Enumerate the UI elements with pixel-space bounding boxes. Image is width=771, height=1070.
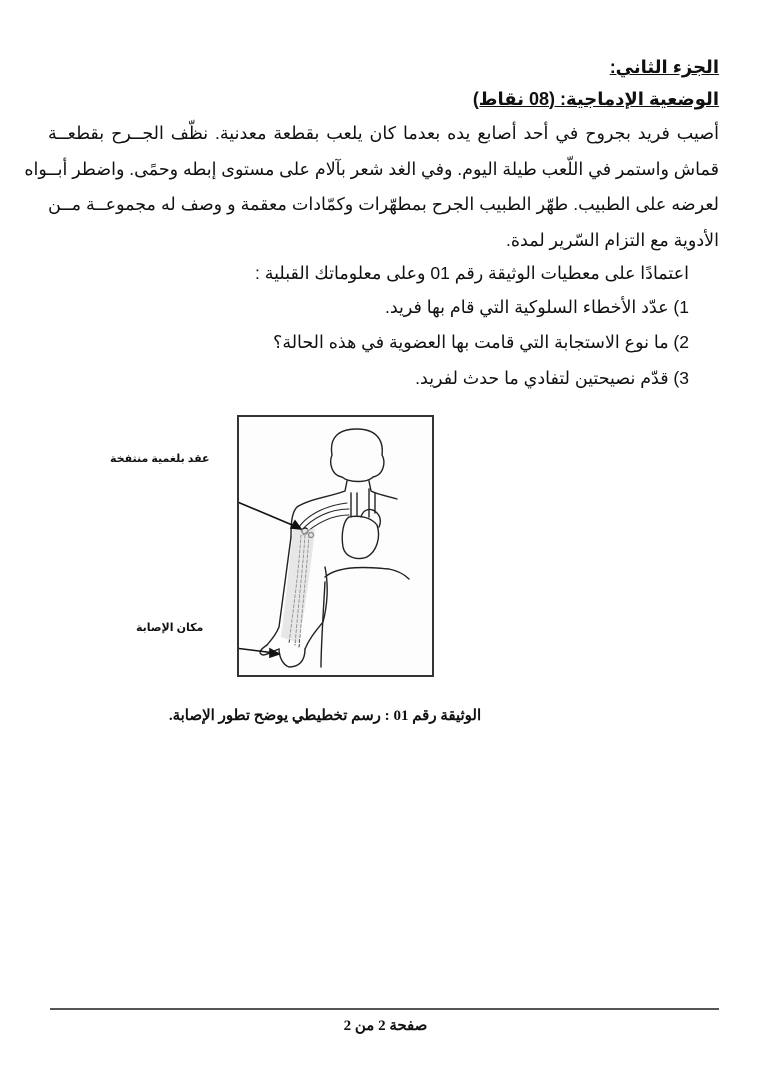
section-subtitle: الوضعية الإدماجية: (08 نقاط): [472, 89, 719, 109]
question-3: 3) قدّم نصيحتين لتفادي ما حدث لفريد.: [415, 368, 689, 388]
paragraph-line: أصيب فريد بجروح في أحد أصابع يده بعدما كان يلعب بقطعة معدنية. نظّف الجــرح بقطعــة: [48, 123, 719, 143]
question-2: 2) ما نوع الاستجابة التي قامت بها العضوية في هذه الحالة؟: [273, 332, 689, 352]
page-number: صفحة 2 من 2: [343, 1018, 428, 1034]
torso-outline: [325, 567, 409, 579]
paragraph-line: لعرضه على الطبيب. طهّر الطبيب الجرح بمطهّرات وكمّادات معقمة و وصف له مجموعــة مــن: [48, 194, 719, 214]
neck-shoulder-right: [369, 481, 397, 499]
hand-outline: [260, 645, 305, 667]
head-outline: [331, 429, 384, 482]
instruction: اعتمادًا على معطيات الوثيقة رقم 01 وعلى معلوماتك القبلية :: [255, 263, 689, 283]
label-lymph-nodes: عقد بلغمية منتفخة: [110, 453, 210, 465]
figure-caption: الوثيقة رقم 01 : رسم تخطيطي يوضح تطور الإصابة.: [168, 708, 482, 724]
section-title: الجزء الثاني:: [609, 57, 719, 77]
diagram-box: [237, 415, 434, 677]
lymphatic-diagram: [239, 417, 432, 675]
paragraph-line: الأدوية مع التزام السّرير لمدة.: [506, 230, 719, 250]
question-1: 1) عدّد الأخطاء السلوكية التي قام بها فريد.: [384, 297, 689, 317]
heart-outline: [342, 516, 378, 558]
footer-rule: [50, 1008, 719, 1010]
label-injury-site: مكان الإصابة: [136, 622, 204, 634]
paragraph-line: قماش واستمر في اللّعب طيلة اليوم. وفي الغد شعر بآلام على مستوى إبطه وحمًى. واضطر أبــواه: [24, 159, 719, 179]
